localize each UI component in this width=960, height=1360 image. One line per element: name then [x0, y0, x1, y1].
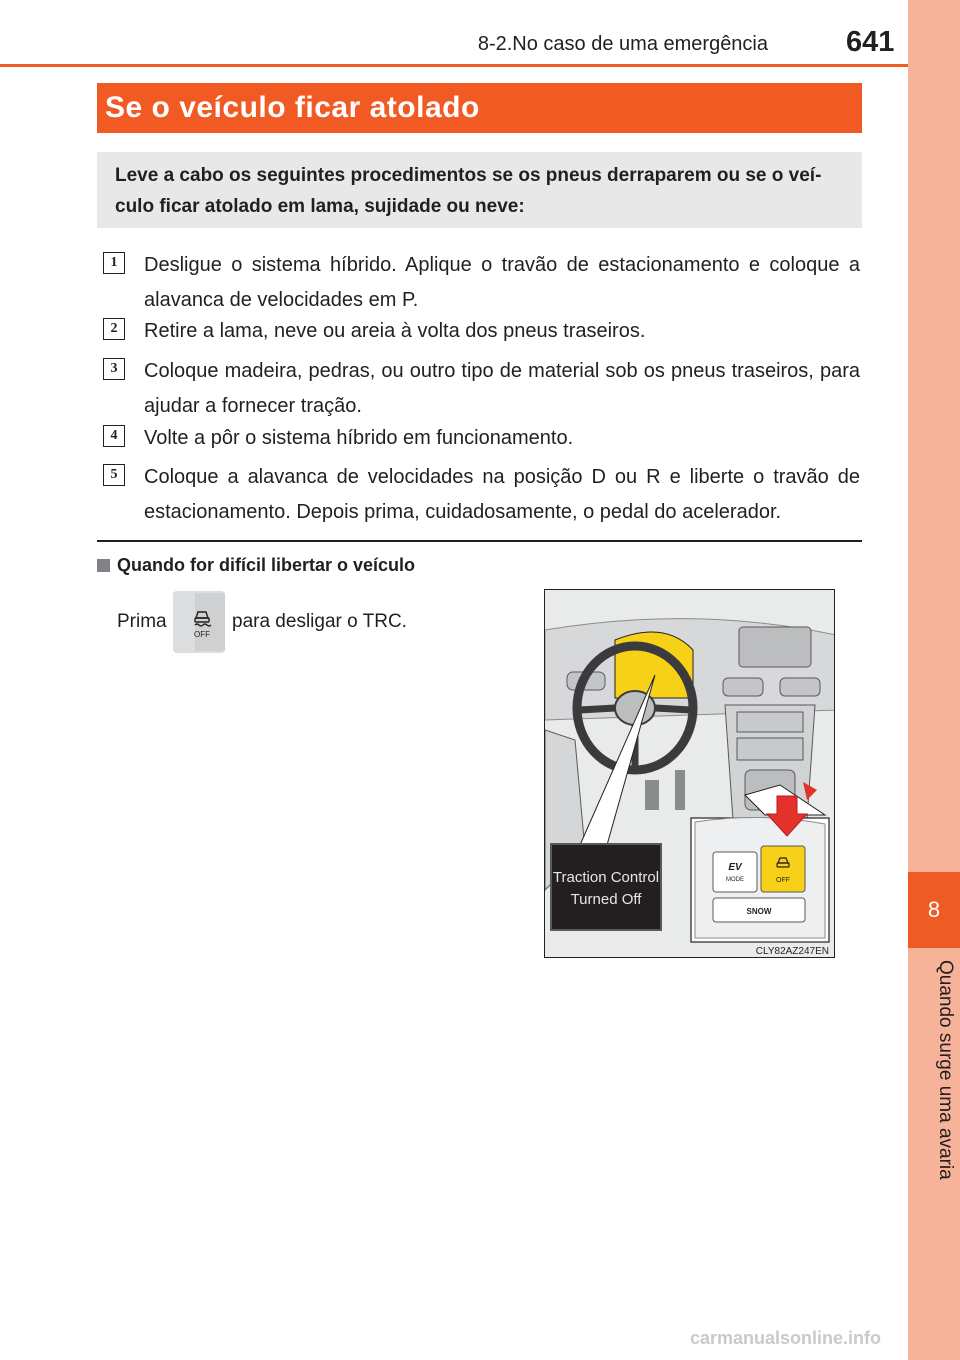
trc-off-label: OFF — [194, 630, 210, 639]
intro-box — [97, 152, 862, 228]
header-divider — [0, 64, 908, 67]
trc-off-button-icon — [173, 591, 225, 653]
step-text: Volte a pôr o sistema híbrido em funcionamento. — [144, 427, 574, 449]
snow-button-label: SNOW — [746, 907, 772, 916]
side-tab-upper — [908, 0, 960, 872]
intro-text: Leve a cabo os seguintes procedimentos se os pneus derraparem ou se o veí-culo ficar atolado em lama, sujidade ou neve: — [115, 165, 822, 217]
chapter-title: Quando surge uma avaria — [935, 960, 956, 1180]
ev-button-label: EV — [728, 862, 742, 873]
watermark-link[interactable]: carmanualsonline.info — [690, 1328, 882, 1348]
display-message-line2: Turned Off — [570, 891, 642, 908]
step-number: 4 — [103, 425, 125, 447]
press-instruction-suffix: para desligar o TRC. — [232, 611, 407, 632]
off-button-label: OFF — [776, 877, 790, 884]
step-text: Desligue o sistema híbrido. Aplique o travão de estacionamento e coloque a alavanca de velocidades em P. — [144, 254, 860, 311]
step-number: 5 — [103, 464, 125, 486]
section-divider — [97, 540, 862, 542]
display-message-line1: Traction Control — [552, 869, 660, 886]
section-heading: 8-2.No caso de uma emergência — [477, 33, 768, 55]
chapter-number: 8 — [927, 897, 941, 922]
page-title: Se o veículo ficar atolado — [105, 91, 480, 124]
mode-button-label: MODE — [726, 877, 744, 883]
step-text: Coloque madeira, pedras, ou outro tipo de material sob os pneus traseiros, para ajudar a fornecer tração. — [144, 360, 860, 417]
subsection-heading-text: Quando for difícil libertar o veículo — [117, 555, 416, 575]
step-text: Retire a lama, neve ou areia à volta dos pneus traseiros. — [144, 320, 646, 342]
dashboard-illustration — [544, 589, 835, 958]
page-title-bar — [97, 83, 862, 133]
figure-code: CLY82AZ247EN — [755, 946, 829, 957]
step-text: Coloque a alavanca de velocidades na posição D ou R e liberte o travão de estacionamento. Depois prima, cuidadosamente, o pedal do acelerador. — [144, 466, 860, 523]
press-instruction-prefix: Prima — [117, 611, 167, 632]
square-bullet-icon — [97, 559, 110, 572]
page-number: 641 — [846, 26, 895, 58]
chapter-number-tab[interactable] — [908, 872, 960, 948]
subsection-heading — [97, 555, 415, 576]
step-number: 1 — [103, 252, 125, 274]
dashboard-drawing — [545, 590, 835, 958]
step-number: 3 — [103, 358, 125, 380]
step-number: 2 — [103, 318, 125, 340]
